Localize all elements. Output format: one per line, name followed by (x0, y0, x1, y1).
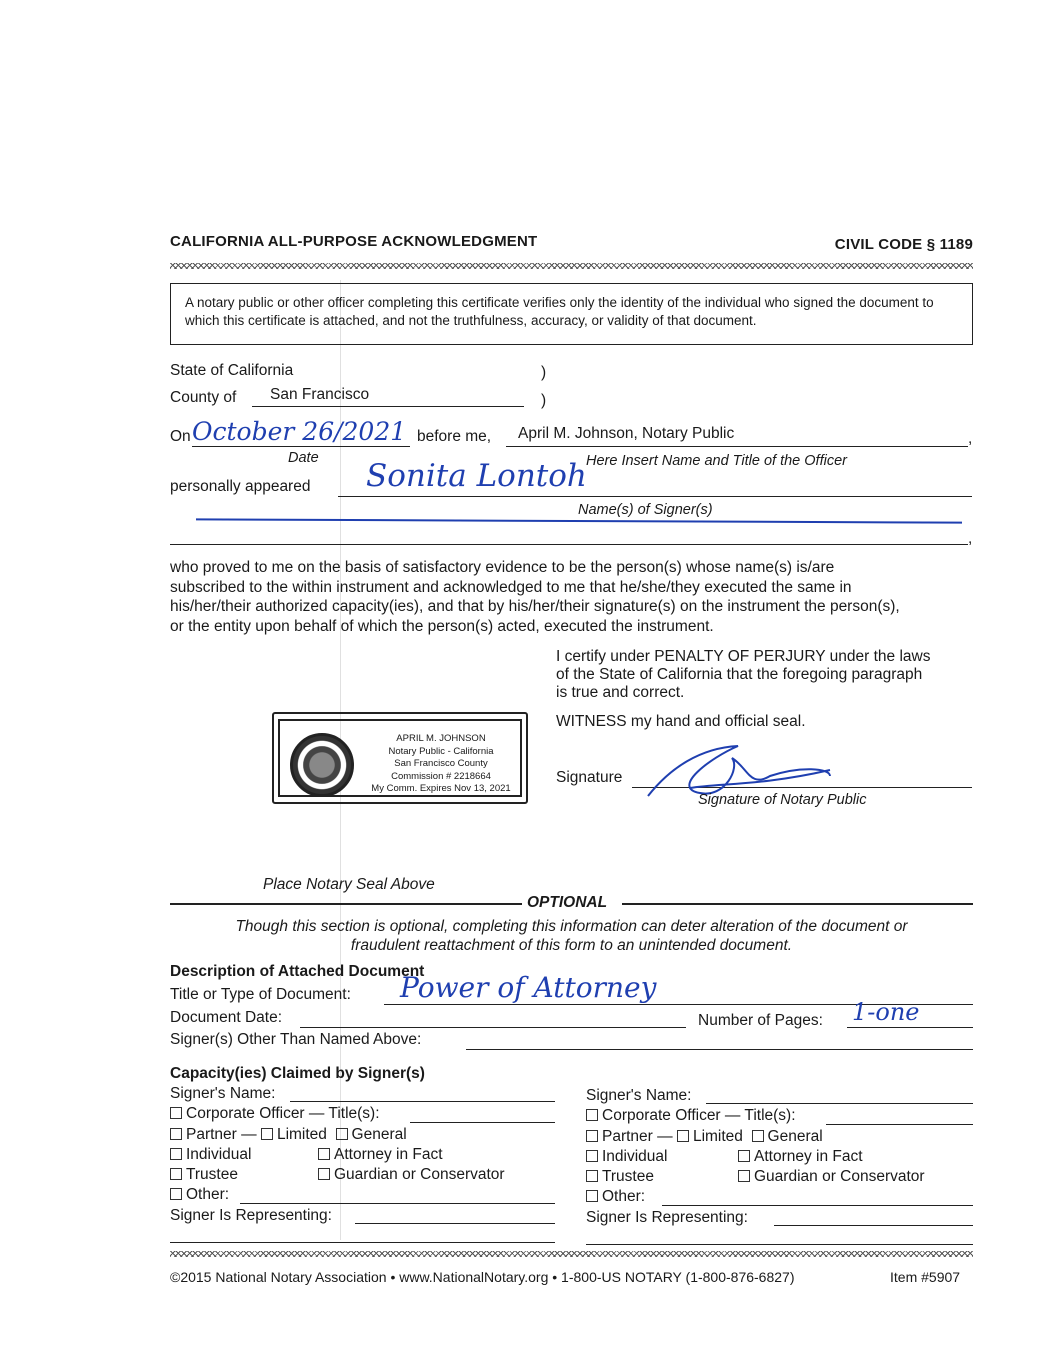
doc-type-label: Title or Type of Document: (170, 986, 351, 1003)
checkbox-individual-1[interactable] (170, 1148, 182, 1160)
certify-line-1: I certify under PENALTY OF PERJURY under the laws (556, 648, 931, 665)
certify-line-3: is true and correct. (556, 684, 685, 701)
corporate-line-1 (410, 1122, 555, 1123)
description-heading: Description of Attached Document (170, 963, 425, 980)
checkbox-other-1[interactable] (170, 1188, 182, 1200)
officer-field[interactable]: April M. Johnson, Notary Public (518, 425, 735, 442)
checkbox-partner-1[interactable] (170, 1128, 182, 1140)
before-me-label: before me, (417, 428, 492, 445)
notice-box: A notary public or other officer completing this certificate verifies only the identity of the individual who signed the document to which this certificate is attached, and not the truthfulness, accuracy, or validity of that document. (170, 283, 973, 345)
signature-caption: Signature of Notary Public (698, 792, 867, 808)
checkbox-guardian-1[interactable] (318, 1168, 330, 1180)
on-label: On (170, 428, 191, 445)
signer-line-2 (170, 544, 968, 545)
acknowledgment-paragraph (170, 558, 975, 636)
signer-caption: Name(s) of Signer(s) (578, 502, 713, 518)
signer-comma: , (968, 530, 973, 547)
individual-row-2: Individual Attorney in Fact (586, 1147, 974, 1167)
corporate-row-1: Corporate Officer — Title(s): (170, 1104, 555, 1124)
checkbox-attorney-2[interactable] (738, 1150, 750, 1162)
representing-row-2: Signer Is Representing: (586, 1208, 748, 1226)
optional-note-2: fraudulent reattachment of this form to an unintended document. (350, 937, 793, 954)
doc-type-field[interactable]: Power of Attorney (400, 971, 657, 1004)
other-signers-line (466, 1049, 973, 1050)
state-label: State of California (170, 362, 294, 379)
county-line (252, 406, 524, 407)
checkbox-general-2[interactable] (752, 1130, 764, 1142)
corporate-line-2 (826, 1124, 973, 1125)
notary-seal-stamp (272, 712, 528, 804)
date-caption: Date (288, 450, 319, 466)
other-line-2 (662, 1205, 973, 1206)
seal-line-3: San Francisco County (394, 758, 488, 769)
pages-field[interactable]: 1-one (852, 998, 920, 1026)
other-row-1: Other: (170, 1185, 555, 1205)
signer-name-line-2 (706, 1103, 973, 1104)
representing-line-2 (774, 1225, 973, 1226)
checkbox-attorney-1[interactable] (318, 1148, 330, 1160)
handwritten-line (196, 518, 962, 523)
paragraph-line-2: subscribed to the within instrument and acknowledged to me that he/she/they executed the same in (170, 578, 852, 596)
witness-text: WITNESS my hand and official seal. (556, 713, 806, 730)
doc-date-line (300, 1027, 686, 1028)
optional-note (170, 917, 973, 955)
column-1-end-line (170, 1242, 555, 1243)
optional-heading: OPTIONAL (527, 894, 608, 911)
checkbox-trustee-1[interactable] (170, 1168, 182, 1180)
signer-name-line-1 (290, 1101, 555, 1102)
individual-row-1: Individual Attorney in Fact (170, 1145, 555, 1165)
seal-line-5: My Comm. Expires Nov 13, 2021 (371, 783, 511, 794)
officer-comma: , (968, 430, 973, 447)
signer-name-field[interactable]: Sonita Lontoh (366, 458, 587, 494)
capacity-column-1 (170, 1084, 555, 1226)
capacity-column-2 (586, 1086, 974, 1228)
optional-note-1: Though this section is optional, completing this information can deter alteration of the document or (235, 918, 908, 935)
officer-line (506, 446, 968, 447)
appeared-label: personally appeared (170, 478, 311, 495)
other-line-1 (240, 1203, 555, 1204)
pages-label: Number of Pages: (698, 1012, 823, 1029)
checkbox-trustee-2[interactable] (586, 1170, 598, 1182)
representing-row-1: Signer Is Representing: (170, 1206, 332, 1224)
checkbox-other-2[interactable] (586, 1190, 598, 1202)
seal-frame (278, 719, 522, 797)
signer-name-row-2: Signer's Name: (586, 1087, 692, 1104)
checkbox-corporate-2[interactable] (586, 1109, 598, 1121)
doc-date-label: Document Date: (170, 1009, 282, 1026)
partner-row-1: Partner — Limited General (170, 1125, 555, 1145)
trustee-row-1: Trustee Guardian or Conservator (170, 1165, 555, 1185)
column-2-end-line (586, 1244, 973, 1245)
seal-caption: Place Notary Seal Above (263, 876, 435, 893)
county-field[interactable]: San Francisco (270, 386, 370, 403)
footer-text: ©2015 National Notary Association • www.NationalNotary.org • 1-800-US NOTARY (1-800-876-6827) (170, 1269, 795, 1285)
decorative-border-bottom (170, 1251, 973, 1257)
pages-line (847, 1027, 973, 1028)
paragraph-line-1: who proved to me on the basis of satisfactory evidence to be the person(s) whose name(s) is/are (170, 559, 835, 576)
checkbox-individual-2[interactable] (586, 1150, 598, 1162)
checkbox-partner-2[interactable] (586, 1130, 598, 1142)
county-label: County of (170, 389, 237, 406)
venue-paren-2: ) (541, 392, 547, 409)
trustee-row-2: Trustee Guardian or Conservator (586, 1167, 974, 1187)
item-number: Item #5907 (890, 1269, 961, 1285)
decorative-border-top (170, 263, 973, 269)
date-line (192, 446, 410, 447)
checkbox-general-1[interactable] (336, 1128, 348, 1140)
other-signers-label: Signer(s) Other Than Named Above: (170, 1031, 422, 1048)
certify-block (556, 648, 930, 702)
venue-paren-1: ) (541, 364, 547, 381)
corporate-row-2: Corporate Officer — Title(s): (586, 1106, 974, 1126)
officer-caption: Here Insert Name and Title of the Officer (586, 453, 847, 469)
capacity-heading: Capacity(ies) Claimed by Signer(s) (170, 1065, 425, 1082)
partner-row-2: Partner — Limited General (586, 1127, 974, 1147)
form-title: CALIFORNIA ALL-PURPOSE ACKNOWLEDGMENT (170, 233, 538, 250)
signer-name-row-1: Signer's Name: (170, 1085, 276, 1102)
seal-text (366, 733, 516, 796)
state-seal-emblem (290, 733, 354, 797)
checkbox-corporate-1[interactable] (170, 1107, 182, 1119)
checkbox-guardian-2[interactable] (738, 1170, 750, 1182)
signer-line (338, 496, 972, 497)
checkbox-limited-1[interactable] (261, 1128, 273, 1140)
optional-rule-left (170, 903, 522, 905)
optional-rule-right (622, 903, 973, 905)
signature-label: Signature (556, 769, 623, 786)
paragraph-line-4: or the entity upon behalf of which the person(s) acted, executed the instrument. (170, 617, 714, 635)
seal-line-4: Commission # 2218664 (391, 770, 491, 782)
seal-name: APRIL M. JOHNSON (396, 733, 486, 744)
paragraph-line-3: his/her/their authorized capacity(ies), and that by his/her/their signature(s) on the instrument the person(s), (170, 598, 900, 615)
certify-line-2: of the State of California that the foregoing paragraph (556, 666, 923, 683)
other-row-2: Other: (586, 1187, 974, 1207)
date-field[interactable]: October 26/2021 (192, 417, 407, 446)
representing-line-1 (355, 1223, 555, 1224)
civil-code-label: CIVIL CODE § 1189 (834, 236, 973, 253)
seal-line-2: Notary Public - California (388, 745, 494, 757)
checkbox-limited-2[interactable] (677, 1130, 689, 1142)
